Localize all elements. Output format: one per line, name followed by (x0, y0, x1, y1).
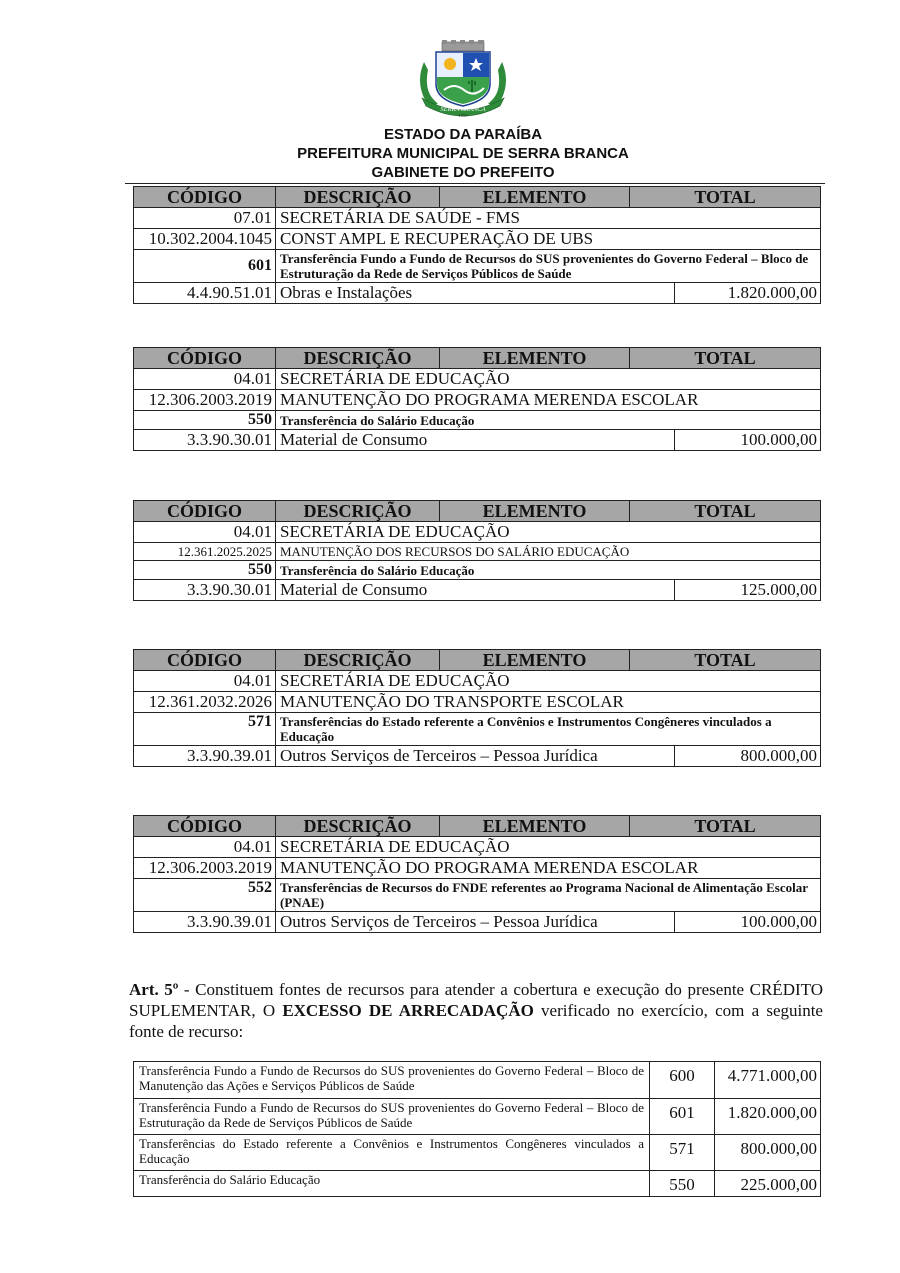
article-text-part2: verificado no exercício, com a seguinte fonte de recurso: (129, 1001, 823, 1041)
table-row (134, 411, 821, 430)
table-row (134, 369, 821, 390)
col-header-descricao: DESCRIÇÃO (276, 187, 440, 208)
elemento-name: Outros Serviços de Terceiros – Pessoa Jurídica (276, 912, 675, 933)
fonte-name: Transferência do Salário Educação (276, 411, 821, 430)
fonte-name: Transferências do Estado referente a Convênios e Instrumentos Congêneres vinculados a Educação (276, 713, 821, 746)
orgao-name: SECRETÁRIA DE EDUCAÇÃO (276, 369, 821, 390)
orgao-code: 04.01 (134, 671, 276, 692)
col-header-codigo: CÓDIGO (134, 816, 276, 837)
elemento-code: 3.3.90.39.01 (134, 912, 276, 933)
table-row (134, 713, 821, 746)
fonte-code: 600 (650, 1062, 715, 1099)
col-header-descricao: DESCRIÇÃO (276, 348, 440, 369)
col-header-descricao: DESCRIÇÃO (276, 816, 440, 837)
table-row (134, 229, 821, 250)
col-header-elemento: ELEMENTO (440, 348, 630, 369)
crown-icon (442, 40, 484, 51)
elemento-code: 3.3.90.30.01 (134, 430, 276, 451)
fonte-code: 601 (650, 1099, 715, 1135)
elemento-name: Material de Consumo (276, 580, 675, 601)
article-5-paragraph (129, 979, 823, 1042)
fonte-code: 550 (650, 1171, 715, 1197)
table-header-row (134, 187, 821, 208)
table-row (134, 879, 821, 912)
orgao-name: SECRETÁRIA DE EDUCAÇÃO (276, 522, 821, 543)
sun-icon (444, 58, 456, 70)
crest-year: 1959 (458, 113, 468, 118)
table-row (134, 208, 821, 229)
table-row (134, 746, 821, 767)
table-row (134, 522, 821, 543)
table-row (134, 1171, 821, 1197)
fonte-value: 4.771.000,00 (715, 1062, 821, 1099)
acao-name: MANUTENÇÃO DO PROGRAMA MERENDA ESCOLAR (276, 858, 821, 879)
elemento-code: 3.3.90.30.01 (134, 580, 276, 601)
acao-code: 10.302.2004.1045 (134, 229, 276, 250)
funding-sources-table (133, 1061, 821, 1197)
budget-table (133, 815, 821, 933)
table-row (134, 1062, 821, 1099)
col-header-total: TOTAL (630, 501, 821, 522)
article-label: Art. 5º (129, 980, 179, 999)
col-header-codigo: CÓDIGO (134, 501, 276, 522)
orgao-code: 04.01 (134, 369, 276, 390)
fonte-code: 571 (134, 713, 276, 746)
table-row (134, 580, 821, 601)
fonte-code: 550 (134, 561, 276, 580)
table-header-row (134, 501, 821, 522)
elemento-name: Outros Serviços de Terceiros – Pessoa Jurídica (276, 746, 675, 767)
fonte-code: 571 (650, 1135, 715, 1171)
fonte-name: Transferência do Salário Educação (276, 561, 821, 580)
table-row (134, 283, 821, 304)
acao-code: 12.306.2003.2019 (134, 390, 276, 411)
table-row (134, 858, 821, 879)
table-row (134, 837, 821, 858)
table-row (134, 250, 821, 283)
header-gabinete: GABINETE DO PREFEITO (371, 164, 555, 181)
col-header-total: TOTAL (630, 348, 821, 369)
budget-table (133, 186, 821, 304)
article-emphasis: EXCESSO DE ARRECADAÇÃO (282, 1001, 534, 1020)
header-divider (125, 183, 825, 184)
crest-banner-text: SERRA BRANCA (440, 106, 486, 113)
table-row (134, 912, 821, 933)
article-text-part1: - Constituem fontes de recursos para atender a cobertura e execução do presente CRÉDITO SUPLEMENTAR, O (129, 980, 823, 1020)
orgao-name: SECRETÁRIA DE SAÚDE - FMS (276, 208, 821, 229)
elemento-name: Material de Consumo (276, 430, 675, 451)
fonte-name: Transferência Fundo a Fundo de Recursos do SUS provenientes do Governo Federal – Bloco de Estruturação da Rede de Serviços Públicos de Saúde (276, 250, 821, 283)
acao-name: MANUTENÇÃO DOS RECURSOS DO SALÁRIO EDUCAÇÃO (276, 543, 821, 561)
table-header-row (134, 348, 821, 369)
table-row (134, 1135, 821, 1171)
fonte-value: 225.000,00 (715, 1171, 821, 1197)
elemento-total: 100.000,00 (675, 430, 821, 451)
municipal-crest-logo (414, 40, 512, 118)
table-row (134, 1099, 821, 1135)
acao-code: 12.361.2032.2026 (134, 692, 276, 713)
acao-name: CONST AMPL E RECUPERAÇÃO DE UBS (276, 229, 821, 250)
col-header-descricao: DESCRIÇÃO (276, 501, 440, 522)
elemento-name: Obras e Instalações (276, 283, 675, 304)
col-header-descricao: DESCRIÇÃO (276, 650, 440, 671)
fonte-description: Transferência Fundo a Fundo de Recursos do SUS provenientes do Governo Federal – Bloco de Manutenção das Ações e Serviços Públicos de Saúde (134, 1062, 650, 1099)
fonte-description: Transferência Fundo a Fundo de Recursos do SUS provenientes do Governo Federal – Bloco de Estruturação da Rede de Serviços Públicos de Saúde (134, 1099, 650, 1135)
col-header-total: TOTAL (630, 650, 821, 671)
orgao-code: 04.01 (134, 522, 276, 543)
fonte-code: 601 (134, 250, 276, 283)
col-header-total: TOTAL (630, 816, 821, 837)
table-header-row (134, 816, 821, 837)
header-state: ESTADO DA PARAÍBA (383, 126, 543, 143)
acao-name: MANUTENÇÃO DO TRANSPORTE ESCOLAR (276, 692, 821, 713)
col-header-elemento: ELEMENTO (440, 187, 630, 208)
table-row (134, 390, 821, 411)
elemento-code: 3.3.90.39.01 (134, 746, 276, 767)
col-header-codigo: CÓDIGO (134, 348, 276, 369)
acao-code: 12.306.2003.2019 (134, 858, 276, 879)
col-header-codigo: CÓDIGO (134, 187, 276, 208)
col-header-elemento: ELEMENTO (440, 816, 630, 837)
fonte-code: 550 (134, 411, 276, 430)
table-row (134, 692, 821, 713)
col-header-codigo: CÓDIGO (134, 650, 276, 671)
elemento-code: 4.4.90.51.01 (134, 283, 276, 304)
elemento-total: 100.000,00 (675, 912, 821, 933)
table-row (134, 671, 821, 692)
table-header-row (134, 650, 821, 671)
fonte-code: 552 (134, 879, 276, 912)
fonte-description: Transferência do Salário Educação (134, 1171, 650, 1197)
elemento-total: 1.820.000,00 (675, 283, 821, 304)
fonte-value: 1.820.000,00 (715, 1099, 821, 1135)
budget-table (133, 500, 821, 601)
header-prefeitura: PREFEITURA MUNICIPAL DE SERRA BRANCA (297, 145, 629, 162)
table-row (134, 561, 821, 580)
orgao-name: SECRETÁRIA DE EDUCAÇÃO (276, 837, 821, 858)
table-row (134, 430, 821, 451)
orgao-code: 04.01 (134, 837, 276, 858)
table-row (134, 543, 821, 561)
col-header-total: TOTAL (630, 187, 821, 208)
elemento-total: 800.000,00 (675, 746, 821, 767)
budget-table (133, 649, 821, 767)
fonte-description: Transferências do Estado referente a Convênios e Instrumentos Congêneres vinculados a Educação (134, 1135, 650, 1171)
budget-table (133, 347, 821, 451)
acao-name: MANUTENÇÃO DO PROGRAMA MERENDA ESCOLAR (276, 390, 821, 411)
fonte-value: 800.000,00 (715, 1135, 821, 1171)
col-header-elemento: ELEMENTO (440, 501, 630, 522)
orgao-code: 07.01 (134, 208, 276, 229)
acao-code: 12.361.2025.2025 (134, 543, 276, 561)
fonte-name: Transferências de Recursos do FNDE referentes ao Programa Nacional de Alimentação Escolar (PNAE) (276, 879, 821, 912)
orgao-name: SECRETÁRIA DE EDUCAÇÃO (276, 671, 821, 692)
col-header-elemento: ELEMENTO (440, 650, 630, 671)
elemento-total: 125.000,00 (675, 580, 821, 601)
